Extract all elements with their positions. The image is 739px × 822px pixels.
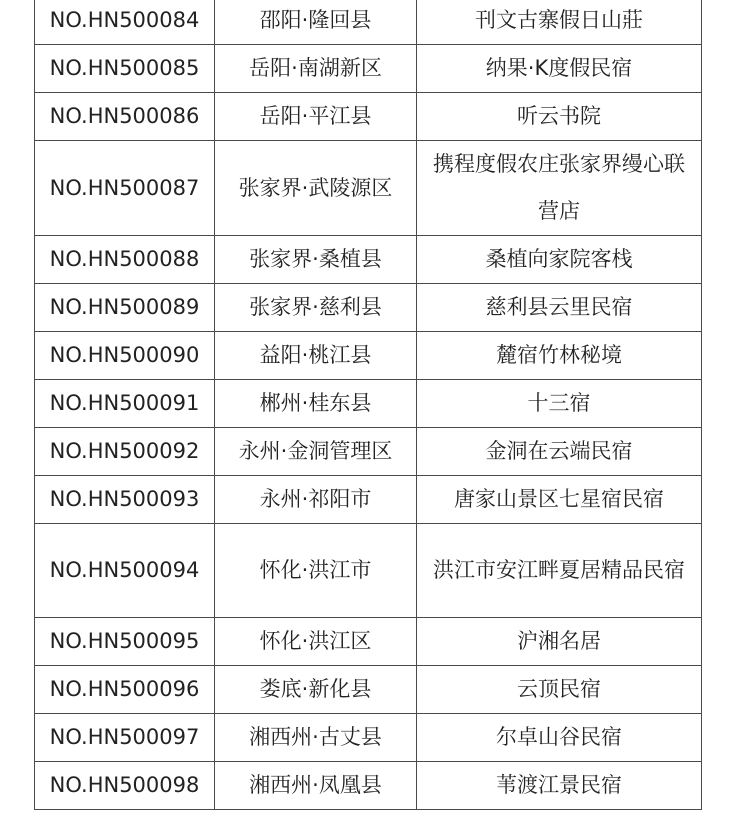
cell-code: NO.HN500096: [35, 666, 215, 714]
cell-region: 怀化·洪江区: [215, 618, 417, 666]
cell-region: 张家界·慈利县: [215, 284, 417, 332]
cell-name: 唐家山景区七星宿民宿: [417, 476, 702, 524]
cell-region: 湘西州·古丈县: [215, 714, 417, 762]
cell-region: 岳阳·南湖新区: [215, 45, 417, 93]
table-row: [35, 93, 702, 141]
cell-name: 携程度假农庄张家界缦心联营店: [417, 141, 702, 236]
cell-region: 娄底·新化县: [215, 666, 417, 714]
table-row: [35, 714, 702, 762]
cell-code: NO.HN500088: [35, 236, 215, 284]
table-row: [35, 524, 702, 618]
cell-code: NO.HN500095: [35, 618, 215, 666]
table-row: [35, 428, 702, 476]
table-row: [35, 141, 702, 236]
cell-name: 刊文古寨假日山莊: [417, 0, 702, 45]
table-row: [35, 0, 702, 45]
cell-region: 益阳·桃江县: [215, 332, 417, 380]
cell-code: NO.HN500089: [35, 284, 215, 332]
cell-region: 邵阳·隆回县: [215, 0, 417, 45]
cell-code: NO.HN500092: [35, 428, 215, 476]
table-row: [35, 45, 702, 93]
cell-region: 怀化·洪江市: [215, 524, 417, 618]
table-row: [35, 762, 702, 810]
cell-name: 慈利县云里民宿: [417, 284, 702, 332]
cell-region: 张家界·桑植县: [215, 236, 417, 284]
cell-name: 云顶民宿: [417, 666, 702, 714]
cell-code: NO.HN500097: [35, 714, 215, 762]
cell-region: 永州·祁阳市: [215, 476, 417, 524]
cell-region: 岳阳·平江县: [215, 93, 417, 141]
cell-region: 永州·金洞管理区: [215, 428, 417, 476]
cell-region: 张家界·武陵源区: [215, 141, 417, 236]
cell-code: NO.HN500098: [35, 762, 215, 810]
table-row: [35, 476, 702, 524]
cell-name: 苇渡江景民宿: [417, 762, 702, 810]
cell-name: 麓宿竹林秘境: [417, 332, 702, 380]
table-row: [35, 236, 702, 284]
cell-name: 洪江市安江畔夏居精品民宿: [417, 524, 702, 618]
cell-code: NO.HN500084: [35, 0, 215, 45]
cell-code: NO.HN500093: [35, 476, 215, 524]
homestay-table: [34, 0, 702, 810]
cell-code: NO.HN500090: [35, 332, 215, 380]
cell-name: 十三宿: [417, 380, 702, 428]
table-row: [35, 380, 702, 428]
cell-code: NO.HN500087: [35, 141, 215, 236]
table-row: [35, 618, 702, 666]
cell-region: 湘西州·凤凰县: [215, 762, 417, 810]
cell-code: NO.HN500091: [35, 380, 215, 428]
cell-code: NO.HN500094: [35, 524, 215, 618]
cell-code: NO.HN500085: [35, 45, 215, 93]
table-row: [35, 666, 702, 714]
cell-region: 郴州·桂东县: [215, 380, 417, 428]
table-row: [35, 284, 702, 332]
cell-name: 沪湘名居: [417, 618, 702, 666]
cell-name: 尔卓山谷民宿: [417, 714, 702, 762]
cell-name: 纳果·K度假民宿: [417, 45, 702, 93]
cell-code: NO.HN500086: [35, 93, 215, 141]
cell-name: 金洞在云端民宿: [417, 428, 702, 476]
cell-name: 听云书院: [417, 93, 702, 141]
cell-name: 桑植向家院客栈: [417, 236, 702, 284]
table-row: [35, 332, 702, 380]
